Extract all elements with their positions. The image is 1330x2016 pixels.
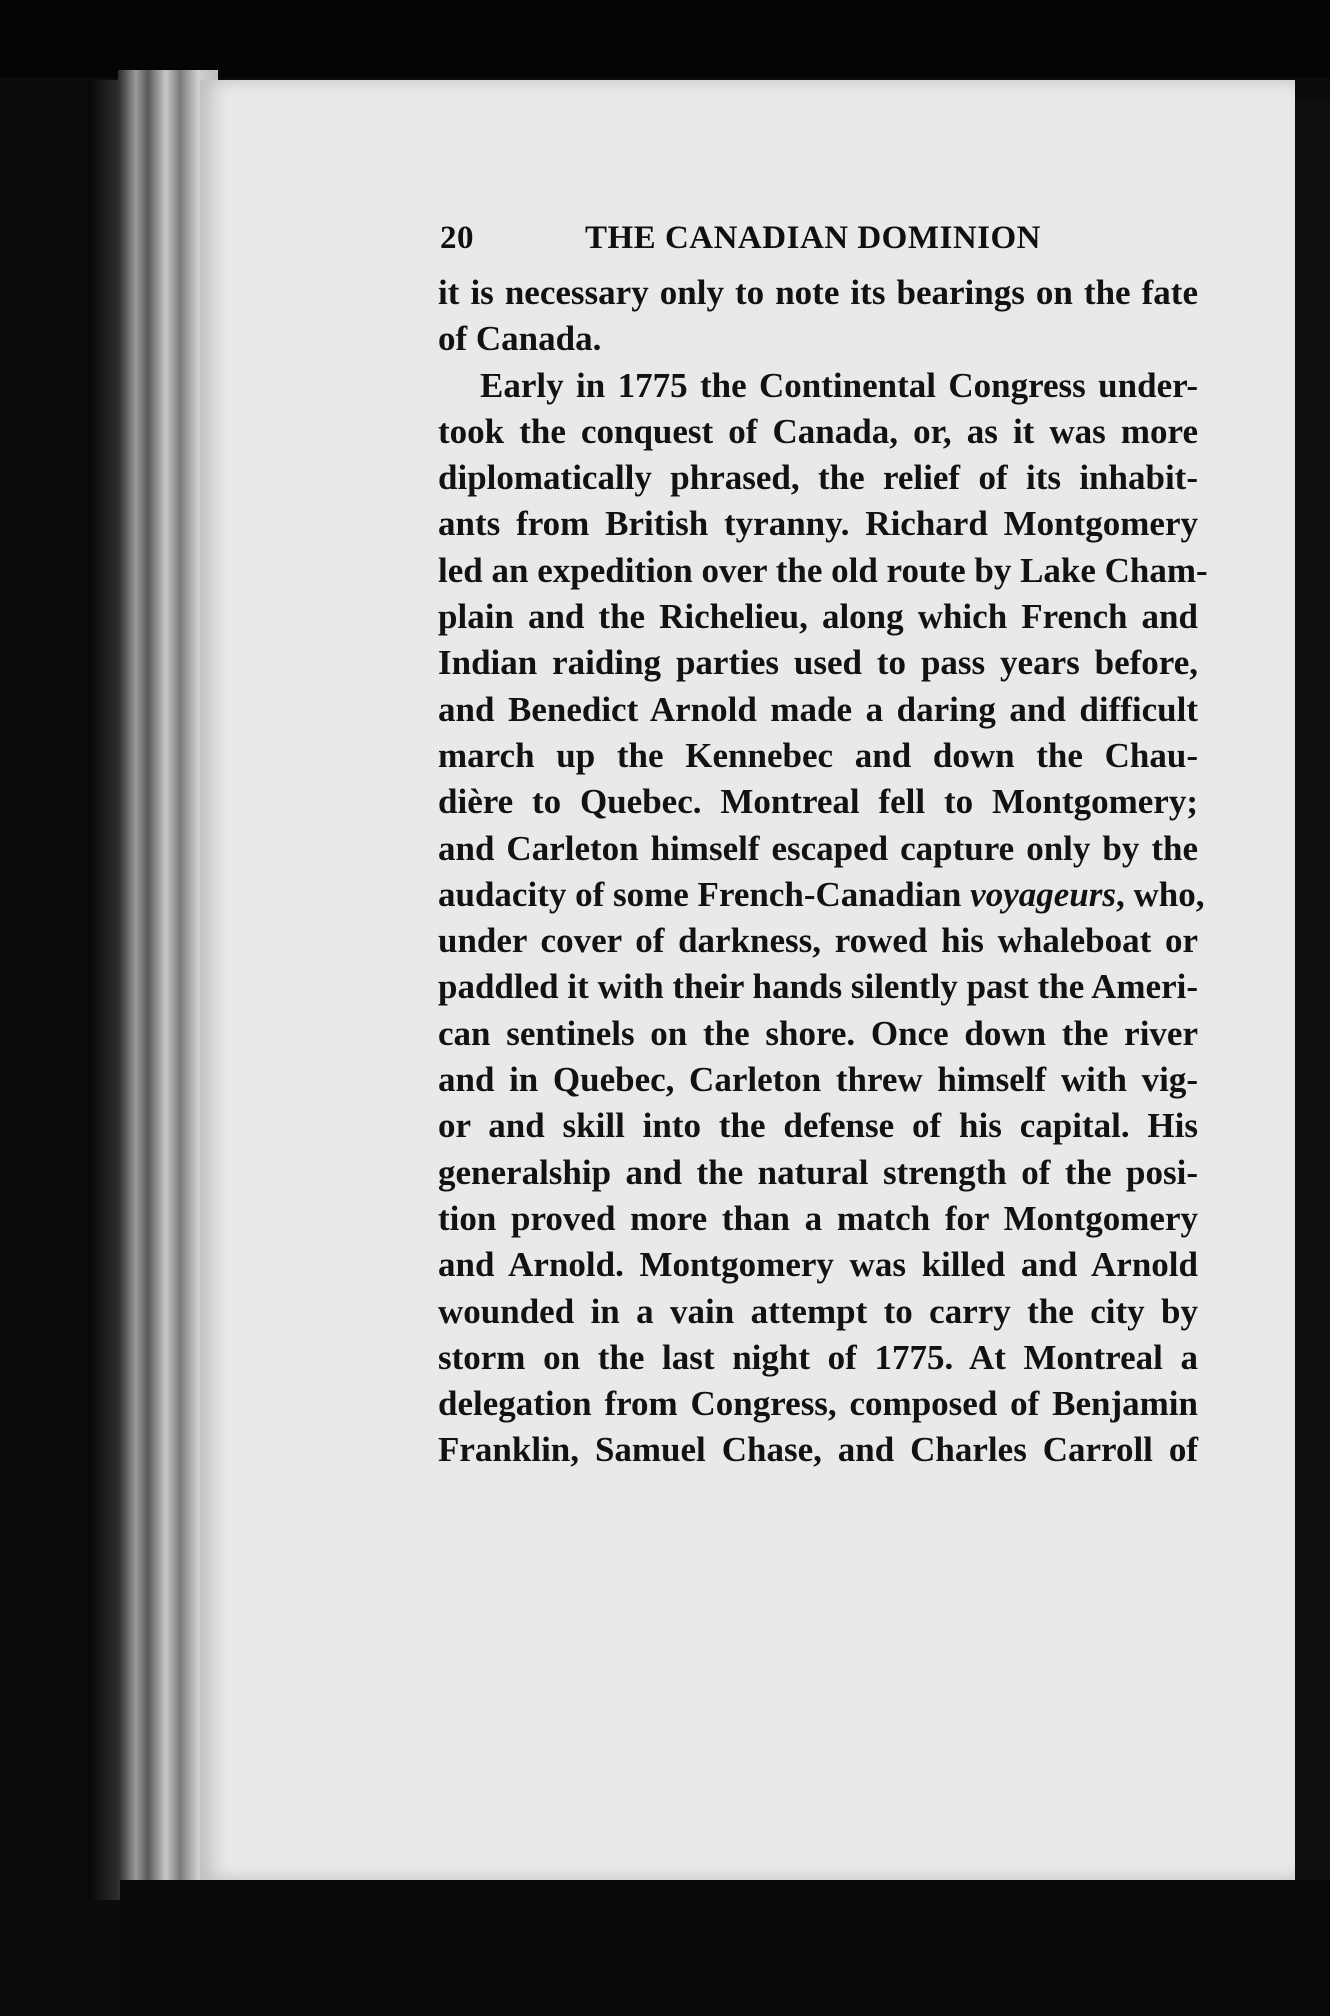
italic-word: voyageurs bbox=[970, 874, 1116, 914]
text-line: wounded in a vain attempt to carry the city by bbox=[438, 1291, 1198, 1331]
page-number: 20 bbox=[440, 220, 474, 256]
text-line: can sentinels on the shore. Once down the river bbox=[438, 1013, 1198, 1053]
running-head bbox=[440, 220, 1200, 264]
text-line: of Canada. bbox=[438, 319, 602, 359]
book-title: THE CANADIAN DOMINION bbox=[585, 220, 1042, 256]
text-line: led an expedition over the old route by Lake Cham- bbox=[438, 550, 1208, 590]
text-line: storm on the last night of 1775. At Montreal a bbox=[438, 1337, 1198, 1377]
scan-background bbox=[0, 0, 1330, 78]
text-segment: audacity of some French-Canadian bbox=[438, 874, 971, 914]
paragraph-2 bbox=[438, 363, 1208, 1474]
text-line: or and skill into the defense of his capital. His bbox=[438, 1106, 1198, 1146]
text-segment: , who, bbox=[1115, 874, 1205, 914]
text-line-with-italic bbox=[438, 872, 1205, 918]
page-edge-bottom bbox=[120, 1880, 1330, 2016]
paragraph-1 bbox=[438, 270, 1198, 363]
text-line: paddled it with their hands silently past the Ameri- bbox=[438, 967, 1198, 1007]
page-edge-right bbox=[1295, 100, 1330, 1900]
text-line: diplomatically phrased, the relief of its inhabit- bbox=[438, 458, 1198, 498]
text-line: march up the Kennebec and down the Chau- bbox=[438, 735, 1198, 775]
text-line: ants from British tyranny. Richard Montgomery bbox=[438, 504, 1198, 544]
body-text bbox=[438, 270, 1208, 1474]
text-line: tion proved more than a match for Montgomery bbox=[438, 1198, 1198, 1238]
text-line: Franklin, Samuel Chase, and Charles Carroll of bbox=[438, 1430, 1198, 1470]
text-line: under cover of darkness, rowed his whaleboat or bbox=[438, 921, 1198, 961]
text-line: and Arnold. Montgomery was killed and Arnold bbox=[438, 1245, 1198, 1285]
text-line: dière to Quebec. Montreal fell to Montgomery; bbox=[438, 782, 1198, 822]
text-line: and Carleton himself escaped capture only by the bbox=[438, 828, 1198, 868]
text-line: and Benedict Arnold made a daring and difficult bbox=[438, 689, 1198, 729]
text-line: delegation from Congress, composed of Benjamin bbox=[438, 1384, 1198, 1424]
text-line: generalship and the natural strength of the posi- bbox=[438, 1152, 1198, 1192]
text-line: Early in 1775 the Continental Congress under- bbox=[480, 365, 1198, 405]
text-line: plain and the Richelieu, along which French and bbox=[438, 597, 1198, 637]
text-line: took the conquest of Canada, or, as it was more bbox=[438, 411, 1198, 451]
text-line: and in Quebec, Carleton threw himself with vig- bbox=[438, 1060, 1198, 1100]
text-line: Indian raiding parties used to pass years before, bbox=[438, 643, 1198, 683]
text-line: it is necessary only to note its bearings on the fate bbox=[438, 273, 1198, 312]
